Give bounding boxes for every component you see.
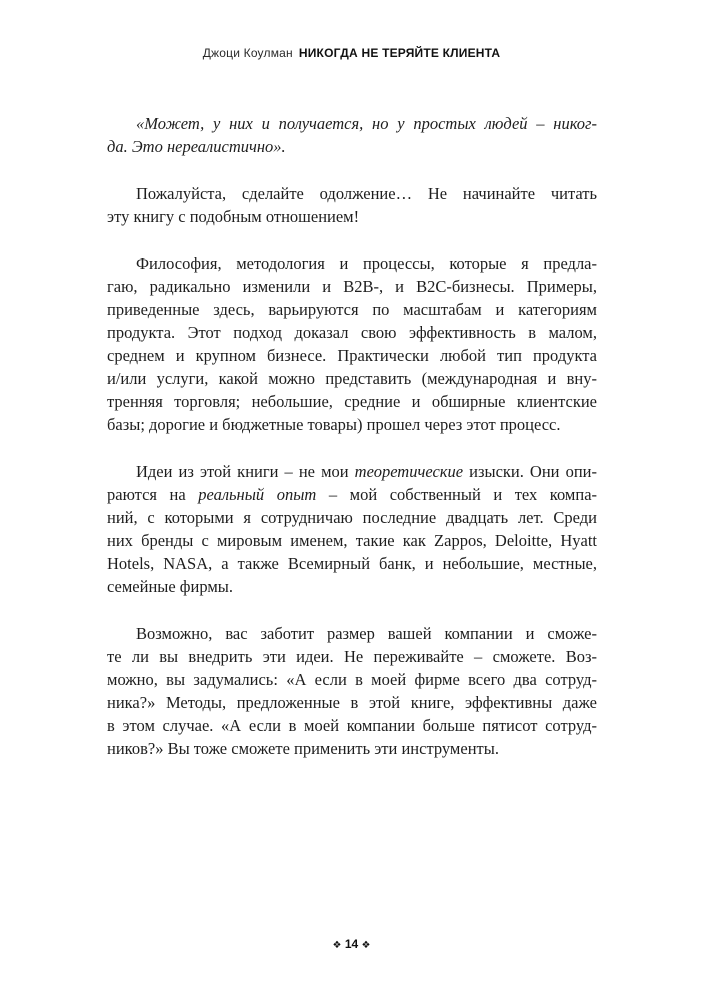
text-run: – мой собственный и тех компа- xyxy=(316,485,598,504)
text-run: Идеи из этой книги – не мои xyxy=(136,462,355,481)
text-line xyxy=(107,506,597,529)
text-run: и/или услуги, какой можно представить (международная и вну- xyxy=(107,369,597,388)
emphasis-text: да. Это нереалистично». xyxy=(107,137,286,156)
paragraph xyxy=(107,622,597,760)
text-line xyxy=(107,668,597,691)
text-run: тренняя торговля; небольшие, средние и обширные клиентские xyxy=(107,392,597,411)
text-line xyxy=(107,413,597,436)
text-line xyxy=(107,275,597,298)
text-run: них бренды с мировым именем, такие как Zappos, Deloitte, Hyatt xyxy=(107,531,597,550)
text-line xyxy=(107,575,597,598)
text-run: раются на xyxy=(107,485,199,504)
running-header xyxy=(0,46,703,60)
text-run: базы; дорогие и бюджетные товары) прошел через этот процесс. xyxy=(107,415,561,434)
text-line xyxy=(107,460,597,483)
text-line xyxy=(107,622,597,645)
paragraph xyxy=(107,182,597,228)
body-text xyxy=(107,112,597,760)
text-run: те ли вы внедрить эти идеи. Не переживайте – сможете. Воз- xyxy=(107,647,597,666)
text-run: Возможно, вас заботит размер вашей компании и сможе- xyxy=(136,624,597,643)
header-book-title: НИКОГДА НЕ ТЕРЯЙТЕ КЛИЕНТА xyxy=(298,46,501,60)
text-run: ний, с которыми я сотрудничаю последние двадцать лет. Среди xyxy=(107,508,597,527)
header-author: Джоци Коулман xyxy=(202,46,293,60)
text-line xyxy=(107,390,597,413)
text-run: в этом случае. «А если в моей компании больше пятисот сотруд- xyxy=(107,716,597,735)
text-line xyxy=(107,344,597,367)
text-line xyxy=(107,182,597,205)
paragraph xyxy=(107,460,597,598)
text-line xyxy=(107,737,597,760)
text-line xyxy=(107,691,597,714)
text-line xyxy=(107,205,597,228)
text-line xyxy=(107,135,597,158)
emphasis-text: теоретические xyxy=(354,462,464,481)
text-run: Пожалуйста, сделайте одолжение… Не начинайте читать xyxy=(136,184,597,203)
text-run: Hotels, NASA, а также Всемирный банк, и небольшие, местные, xyxy=(107,554,597,573)
emphasis-text: «Может, у них и получается, но у простых людей – никог- xyxy=(136,114,597,133)
paragraph-gap xyxy=(107,598,597,622)
text-run: продукта. Этот подход доказал свою эффективность в малом, xyxy=(107,323,597,342)
text-run: Философия, методология и процессы, которые я предла- xyxy=(136,254,597,273)
folio-ornament-right-icon: ❖ xyxy=(361,940,371,951)
text-run: гаю, радикально изменили и B2B-, и B2C-бизнесы. Примеры, xyxy=(107,277,597,296)
paragraph-gap xyxy=(107,436,597,460)
text-run: ников?» Вы тоже сможете применить эти инструменты. xyxy=(107,739,499,758)
paragraph-gap xyxy=(107,228,597,252)
text-line xyxy=(107,321,597,344)
text-run: среднем и крупном бизнесе. Практически любой тип продукта xyxy=(107,346,597,365)
text-line xyxy=(107,483,597,506)
page-number: 14 xyxy=(344,937,359,951)
page-folio xyxy=(0,937,703,951)
text-run: эту книгу с подобным отношением! xyxy=(107,207,360,226)
text-line xyxy=(107,529,597,552)
text-line xyxy=(107,552,597,575)
text-line xyxy=(107,252,597,275)
text-run: приведенные здесь, варьируются по масштабам и категориям xyxy=(107,300,597,319)
emphasis-text: реальный опыт xyxy=(198,485,317,504)
paragraph xyxy=(107,112,597,158)
text-line xyxy=(107,298,597,321)
paragraph xyxy=(107,252,597,436)
text-run: изыски. Они опи- xyxy=(463,462,597,481)
text-run: семейные фирмы. xyxy=(107,577,233,596)
paragraph-gap xyxy=(107,158,597,182)
text-line xyxy=(107,112,597,135)
text-line xyxy=(107,714,597,737)
folio-ornament-left-icon: ❖ xyxy=(332,940,342,951)
text-run: ника?» Методы, предложенные в этой книге, эффективны даже xyxy=(107,693,597,712)
text-line xyxy=(107,367,597,390)
text-line xyxy=(107,645,597,668)
text-run: можно, вы задумались: «А если в моей фирме всего два сотруд- xyxy=(107,670,597,689)
